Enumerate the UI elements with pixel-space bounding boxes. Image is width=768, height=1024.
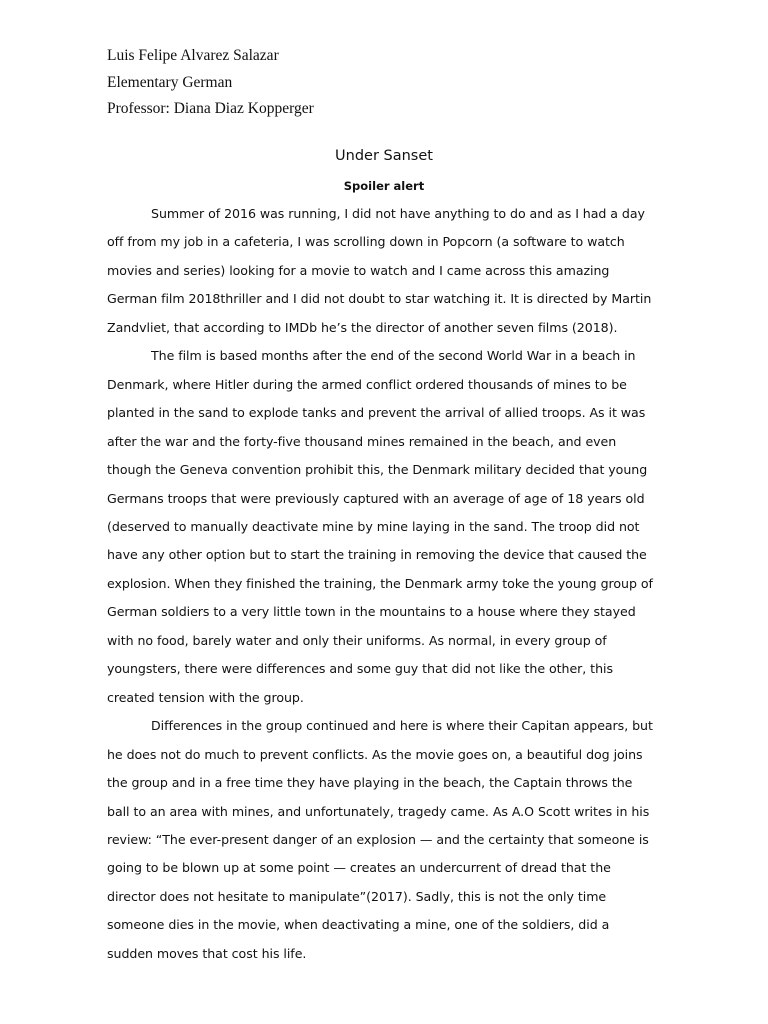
document-body [107, 200, 654, 968]
author-name: Luis Felipe Alvarez Salazar [107, 47, 279, 64]
professor-name: Professor: Diana Diaz Kopperger [107, 100, 314, 117]
document-subtitle: Spoiler alert [343, 179, 425, 193]
paragraph-3: Differences in the group continued and here is where their Capitan appears, but he does not do much to prevent conflicts. As the movie goes on, a beautiful dog joins the group and in a free time they have playing in the beach, the Captain throws the ball to an area with mines, and unfortunately, tragedy came. As A.O Scott writes in his review: “The ever-present danger of an explosion — and the certainty that someone is going to be blown up at some point — creates an undercurrent of dread that the director does not hesitate to manipulate”(2017). Sadly, this is not the only time someone dies in the movie, when deactivating a mine, one of the soldiers, did a sudden moves that cost his life. [107, 718, 653, 961]
document-title: Under Sanset [335, 148, 433, 164]
document-header [107, 43, 314, 123]
paragraph-2: The film is based months after the end of the second World War in a beach in Denmark, where Hitler during the armed conflict ordered thousands of mines to be planted in the sand to explode tanks and prevent the arrival of allied troops. As it was after the war and the forty-five thousand mines remained in the beach, and even though the Geneva convention prohibit this, the Denmark military decided that young Germans troops that were previously captured with an average of age of 18 years old (deserved to manually deactivate mine by mine laying in the sand. The troop did not have any other option but to start the training in removing the device that caused the explosion. When they finished the training, the Denmark army toke the young group of German soldiers to a very little town in the mountains to a house where they stayed with no food, barely water and only their uniforms. As normal, in every group of youngsters, there were differences and some guy that did not like the other, this created tension with the group. [107, 348, 653, 705]
course-name: Elementary German [107, 73, 233, 91]
paragraph-1: Summer of 2016 was running, I did not have anything to do and as I had a day off from my job in a cafeteria, I was scrolling down in Popcorn (a software to watch movies and series) looking for a movie to watch and I came across this amazing German film 2018thriller and I did not doubt to star watching it. It is directed by Martin Zandvliet, that according to IMDb he’s the director of another seven films (2018). [107, 206, 652, 335]
